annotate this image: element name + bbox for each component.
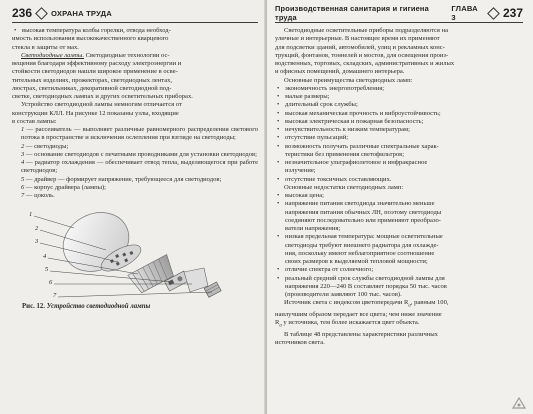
text-line: водственных, торговых, складских, административных и жилых	[275, 60, 455, 67]
text-line: тительных изделиях, прожекторах, светодиодных лентах,	[12, 76, 173, 84]
bullet-item: • экономичность энергопотребления;	[277, 84, 385, 92]
bullet-icon: •	[14, 27, 17, 34]
bullet-item: • низкая предельная температура: мощные осветительные	[277, 233, 443, 241]
right-running-title: Производственная санитария и гигиена труда	[275, 4, 429, 22]
right-page	[267, 0, 533, 414]
bullet-item-continuation: ватели напряжения;	[285, 225, 341, 232]
callout-1: 1	[29, 211, 33, 219]
paragraph-start: Основные преимущества светодиодных ламп:	[284, 76, 413, 84]
bullet-icon: •	[277, 84, 280, 92]
text-line: наилучшим образом передает все цвета; чем ниже значение	[275, 310, 442, 318]
bullet-item: • реальный средний срок службы светодиодной лампы для	[277, 274, 445, 282]
bullet-item-continuation: соединяют последовательно или применяют преобразо-	[285, 216, 441, 224]
right-body-text	[275, 27, 523, 299]
bullet-icon: •	[277, 192, 280, 199]
diffuser-dome	[53, 202, 139, 283]
text-line: стойкости светодиодов нашли широкое применение в осве-	[12, 68, 178, 76]
bullet-icon: •	[277, 159, 280, 166]
figure-led-lamp	[26, 202, 226, 302]
numbered-item: 6 — корпус драйвера (лампы);	[21, 183, 107, 191]
text-line: $R_a$ у источника, тем более искажается цвет объекта.	[275, 319, 420, 329]
bullet-item: • напряжение питания светодиода значительно меньше	[277, 200, 435, 208]
text-line: Источник света с индексом цветопередачи $R_a$, равным 100,	[284, 299, 449, 309]
bullet-item-continuation: ния, поскольку имеют неблагоприятное соотношение	[285, 249, 435, 257]
figure-caption	[22, 303, 258, 310]
left-running-title: ОХРАНА ТРУДА	[51, 8, 112, 18]
bullet-icon: •	[277, 109, 280, 117]
bullet-item: • возможность получать различные спектральные харак-	[277, 142, 439, 150]
bullet-item: • отсутствие токсичных составляющих.	[277, 175, 392, 183]
bullet-item: • высокая цена;	[277, 192, 324, 199]
bullet-item-continuation: излучение;	[285, 167, 316, 175]
bullet-item: • малые размеры;	[277, 93, 330, 100]
text-line: светке, светодиодных лампах и других осветительных приборах.	[12, 93, 193, 100]
paragraph-start: Основные недостатки светодиодных ламп:	[284, 183, 404, 191]
bullet-item-continuation: своих размеров к выделяемой тепловой мощности;	[285, 258, 428, 265]
left-running-header	[12, 4, 258, 23]
text-line: В таблице 48 представлены характеристики различных	[284, 330, 438, 338]
led-lamp-exploded-drawing	[26, 202, 226, 302]
bullet-item-continuation: напряжения 220—240 В составляет порядка 50 тыс. часов	[285, 282, 447, 290]
bullet-icon: •	[277, 233, 280, 241]
page-number-left: 236	[12, 6, 33, 20]
bullet-icon: •	[277, 175, 280, 183]
numbered-item: 7 — цоколь.	[21, 192, 55, 199]
text-line: люстрах, светильниках, декоративной светодиодной под-	[12, 84, 172, 92]
text-line: трукций, фонтанов, тоннелей и мостов, для освещения произ-	[275, 51, 449, 59]
text-line: вещения благодаря эффективному расходу электроэнергии и	[12, 60, 182, 67]
bullet-icon: •	[277, 126, 280, 133]
publisher-watermark-icon	[511, 396, 527, 410]
bullet-item: • отличие спектра от солнечного;	[277, 266, 374, 274]
bullet-item-continuation: напряжения питания обычных ЛН, поэтому светодиоды	[285, 208, 442, 216]
text-line: в состав лампы:	[12, 117, 57, 125]
paragraph-start: Устройство светодиодной лампы немногим отличается от	[21, 101, 182, 109]
bullet-item: • отсутствие пульсаций;	[277, 134, 349, 142]
text-line: конструкции КЛЛ. На рисунке 12 показаны узлы, входящие	[12, 109, 179, 117]
bullet-item-continuation: теристики без применения светофильтров;	[285, 150, 405, 158]
text-line: и офисных помещений, домашнего интерьера.	[275, 68, 405, 76]
bullet-icon: •	[277, 134, 280, 142]
left-body-text	[12, 27, 258, 200]
bullet-icon: •	[277, 93, 280, 100]
callout-7: 7	[53, 292, 57, 300]
diamond-ornament-icon	[487, 7, 500, 20]
bullet-icon: •	[277, 117, 280, 125]
text-line: для подсветки зданий, автомобилей, улиц и рекламных конс-	[275, 43, 445, 51]
left-page	[0, 0, 266, 414]
callout-5: 5	[45, 266, 49, 274]
figure-number: Рис. 12.	[22, 303, 45, 311]
numbered-item: 3 — основание светодиодов с печатными проводниками для установки светодиодов;	[21, 150, 257, 158]
right-tail-text	[275, 299, 523, 347]
bullet-item: • высокая механическая прочность и виброустойчивость;	[277, 109, 441, 117]
text-line: источников света.	[275, 338, 325, 346]
bullet-item: • длительный срок службы;	[277, 101, 358, 109]
diamond-ornament-icon	[35, 7, 48, 20]
bullet-item-continuation: светодиоды требуют внешнего радиатора для охлажде-	[285, 241, 439, 249]
callout-6: 6	[49, 279, 53, 287]
callout-3: 3	[35, 238, 39, 246]
text-line: уличные и интерьерные. В настоящее время их применяют	[275, 35, 440, 43]
numbered-item: 5 — драйвер — формирует напряжение, требующееся для светодиодов;	[21, 175, 222, 183]
bullet-icon: •	[277, 101, 280, 109]
paragraph-start: Светодиодные осветительные приборы подразделяются на	[284, 27, 448, 34]
text-line: стекла в защиты от мах.	[12, 43, 79, 51]
chapter-label: ГЛАВА 3	[451, 4, 478, 22]
right-running-header	[275, 4, 523, 23]
numbered-item: 4 — радиатор охлаждения — обеспечивает отвод тепла, выделяющегося при работе светодиодов;	[21, 159, 258, 175]
bullet-item: • высокая температура колбы горелки, отвода необход-	[14, 27, 171, 34]
paragraph-start: Светодиодные лампы. Светодиодные технологии ос-	[21, 51, 170, 59]
bullet-icon: •	[277, 142, 280, 150]
text-line: имость использования высококачественного кварцевого	[12, 35, 169, 43]
page-number-right: 237	[502, 6, 523, 20]
bullet-item-continuation: (производители заявляют 100 тыс. часов).	[285, 291, 402, 298]
numbered-item: 2 — светодиоды;	[21, 142, 69, 150]
bullet-item: • незначительное ультрафиолетовое и инфракрасное	[277, 159, 428, 166]
bullet-icon: •	[277, 266, 280, 274]
numbered-item: 1 — рассеиватель — выполняет различные равномерного распределения светового потока в пространстве и исключения ослепления при взгляде на светодиоды;	[21, 126, 258, 142]
bullet-icon: •	[277, 274, 280, 282]
callout-4: 4	[43, 253, 47, 261]
bullet-item: • нечувствительность к низким температурам;	[277, 126, 410, 133]
bullet-item: • высокая электрическая и пожарная безопасность;	[277, 117, 424, 125]
bullet-icon: •	[277, 200, 280, 208]
callout-2: 2	[35, 225, 39, 233]
figure-title: Устройство светодиодной лампы	[46, 303, 151, 311]
